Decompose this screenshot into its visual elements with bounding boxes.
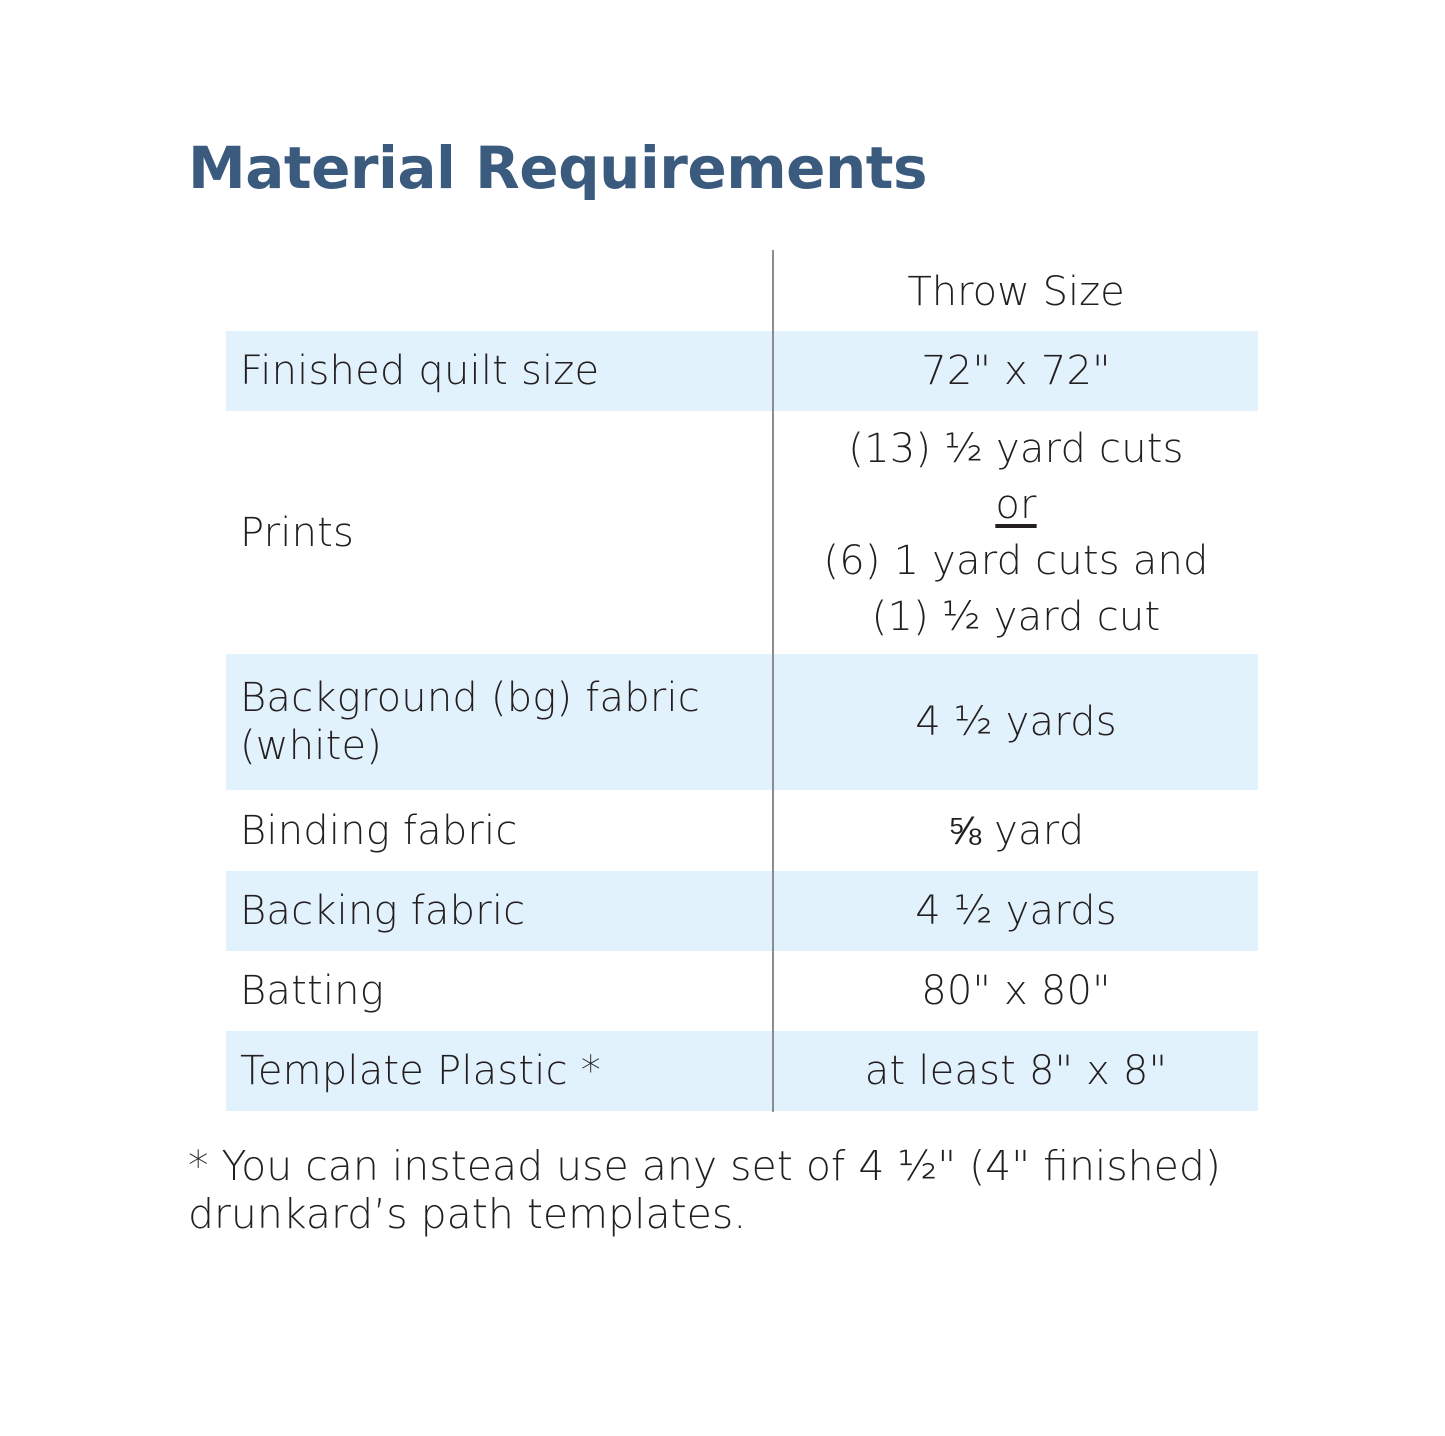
table-row-finished-quilt-size [226, 331, 1258, 411]
footnote-line: * You can instead use any set of 4 ½" (4" finished) [188, 1142, 1221, 1190]
row-value [774, 411, 1258, 654]
footnote-line: drunkard’s path templates. [188, 1190, 747, 1238]
page-title: Material Requirements [188, 134, 928, 202]
row-value [774, 951, 1258, 1031]
row-label-line: (white) [240, 723, 383, 769]
table-row-template-plastic [226, 1031, 1258, 1111]
row-value-line: (13) ½ yard cuts [848, 425, 1184, 472]
row-label: Finished quilt size [240, 348, 600, 394]
table-row-backing-fabric [226, 871, 1258, 951]
row-label: Prints [240, 509, 355, 556]
row-value-line: (6) 1 yard cuts and [823, 537, 1209, 584]
row-value-line: 80" x 80" [921, 968, 1111, 1014]
row-value-or: or [995, 481, 1037, 528]
row-value [774, 1031, 1258, 1111]
row-value-line: at least 8" x 8" [864, 1048, 1168, 1094]
row-value-line: 4 ½ yards [915, 699, 1117, 745]
row-label: Template Plastic * [240, 1048, 601, 1094]
table-row-prints [226, 411, 1258, 654]
row-value-line: 72" x 72" [921, 348, 1111, 394]
table-row-batting [226, 951, 1258, 1031]
column-divider [772, 250, 774, 1112]
row-label: Backing fabric [240, 888, 526, 934]
row-value-line: ⅝ yard [947, 807, 1085, 854]
row-value [774, 871, 1258, 951]
table-row-binding-fabric [226, 790, 1258, 871]
row-label-line: Background (bg) fabric [240, 675, 700, 721]
row-value [774, 790, 1258, 871]
row-value-line: 4 ½ yards [915, 888, 1117, 934]
table-row-background-fabric [226, 654, 1258, 790]
row-label [240, 654, 760, 790]
column-header-throw-size: Throw Size [907, 269, 1125, 315]
footnote [188, 1142, 1288, 1238]
row-value-line: (1) ½ yard cut [871, 593, 1161, 640]
row-value [774, 331, 1258, 411]
row-label: Binding fabric [240, 807, 518, 854]
row-value [774, 654, 1258, 790]
row-label: Batting [240, 968, 384, 1014]
